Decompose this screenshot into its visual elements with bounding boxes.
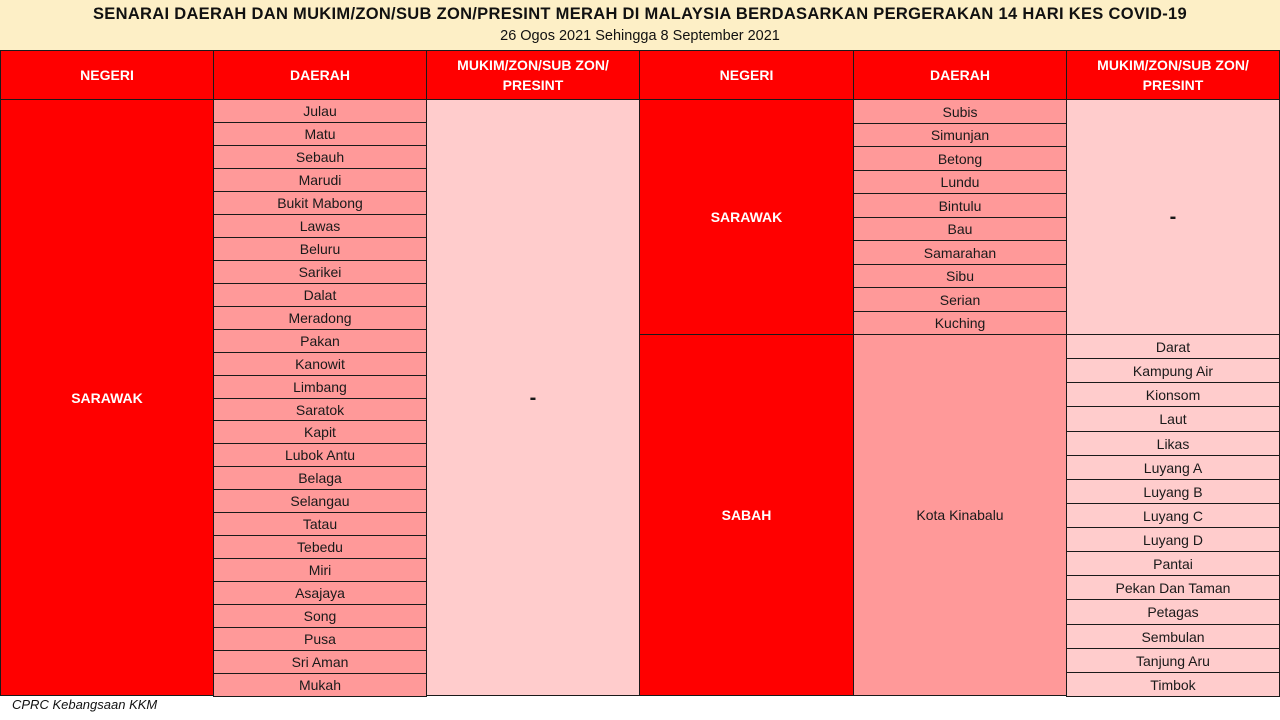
daerah-item: Sri Aman — [213, 650, 427, 674]
daerah-item: Pusa — [213, 627, 427, 651]
mukim-item: Timbok — [1066, 672, 1280, 697]
daerah-item: Betong — [853, 146, 1067, 171]
mukim-item: Luyang C — [1066, 503, 1280, 528]
mukim-item: Likas — [1066, 431, 1280, 456]
mukim-item: Luyang A — [1066, 455, 1280, 480]
daerah-item: Selangau — [213, 489, 427, 513]
mukim-item: Kampung Air — [1066, 358, 1280, 383]
daerah-item: Tatau — [213, 512, 427, 536]
mukim-item: Pekan Dan Taman — [1066, 575, 1280, 600]
mukim-item: Laut — [1066, 406, 1280, 432]
col-header-daerah-right: DAERAH — [853, 50, 1067, 100]
mukim-item: Sembulan — [1066, 624, 1280, 649]
daerah-item: Tebedu — [213, 535, 427, 559]
daerah-item: Saratok — [213, 398, 427, 421]
daerah-item: Miri — [213, 558, 427, 582]
col-header-negeri-right: NEGERI — [639, 50, 854, 100]
daerah-item: Limbang — [213, 375, 427, 399]
col-header-negeri-left: NEGERI — [0, 50, 214, 100]
daerah-item: Samarahan — [853, 240, 1067, 265]
daerah-item: Bukit Mabong — [213, 191, 427, 215]
mukim-left-empty: - — [426, 99, 640, 696]
daerah-item: Mukah — [213, 673, 427, 697]
daerah-item: Lawas — [213, 214, 427, 238]
negeri-sarawak-left: SARAWAK — [0, 99, 214, 696]
daerah-item: Song — [213, 604, 427, 628]
red-zone-table — [0, 50, 1280, 696]
daerah-item: Marudi — [213, 168, 427, 192]
daerah-item: Matu — [213, 122, 427, 146]
mukim-item: Darat — [1066, 334, 1280, 359]
col-header-daerah-left: DAERAH — [213, 50, 427, 100]
daerah-item: Kapit — [213, 420, 427, 444]
daerah-item: Beluru — [213, 237, 427, 261]
daerah-kota-kinabalu: Kota Kinabalu — [853, 334, 1067, 696]
mukim-item: Kionsom — [1066, 382, 1280, 407]
daerah-item: Dalat — [213, 283, 427, 307]
mukim-item: Tanjung Aru — [1066, 648, 1280, 673]
daerah-item: Sebauh — [213, 145, 427, 169]
page-title: SENARAI DAERAH DAN MUKIM/ZON/SUB ZON/PRESINT MERAH DI MALAYSIA BERDASARKAN PERGERAKAN 14 HARI KES COVID-19 — [93, 5, 1187, 23]
mukim-right-sarawak-empty: - — [1066, 99, 1280, 335]
daerah-item: Subis — [853, 99, 1067, 124]
daerah-item: Lubok Antu — [213, 443, 427, 467]
daerah-item: Kuching — [853, 311, 1067, 335]
date-range: 26 Ogos 2021 Sehingga 8 September 2021 — [500, 28, 780, 44]
mukim-item: Luyang D — [1066, 527, 1280, 552]
daerah-item: Kanowit — [213, 352, 427, 376]
daerah-item: Simunjan — [853, 123, 1067, 147]
page-header — [0, 0, 1280, 50]
daerah-item: Bau — [853, 217, 1067, 241]
daerah-item: Asajaya — [213, 581, 427, 605]
daerah-item: Bintulu — [853, 193, 1067, 218]
daerah-item: Serian — [853, 287, 1067, 312]
negeri-sabah: SABAH — [639, 334, 854, 696]
daerah-item: Sibu — [853, 264, 1067, 288]
daerah-item: Belaga — [213, 466, 427, 490]
daerah-item: Lundu — [853, 170, 1067, 194]
daerah-item: Pakan — [213, 329, 427, 353]
daerah-item: Meradong — [213, 306, 427, 330]
col-header-mukim-left: MUKIM/ZON/SUB ZON/ PRESINT — [426, 50, 640, 100]
col-header-mukim-right: MUKIM/ZON/SUB ZON/ PRESINT — [1066, 50, 1280, 100]
mukim-item: Pantai — [1066, 551, 1280, 576]
daerah-item: Julau — [213, 99, 427, 123]
footer-source: CPRC Kebangsaan KKM — [12, 697, 158, 712]
mukim-item: Luyang B — [1066, 479, 1280, 504]
mukim-item: Petagas — [1066, 599, 1280, 625]
daerah-item: Sarikei — [213, 260, 427, 284]
negeri-sarawak-right: SARAWAK — [639, 99, 854, 335]
